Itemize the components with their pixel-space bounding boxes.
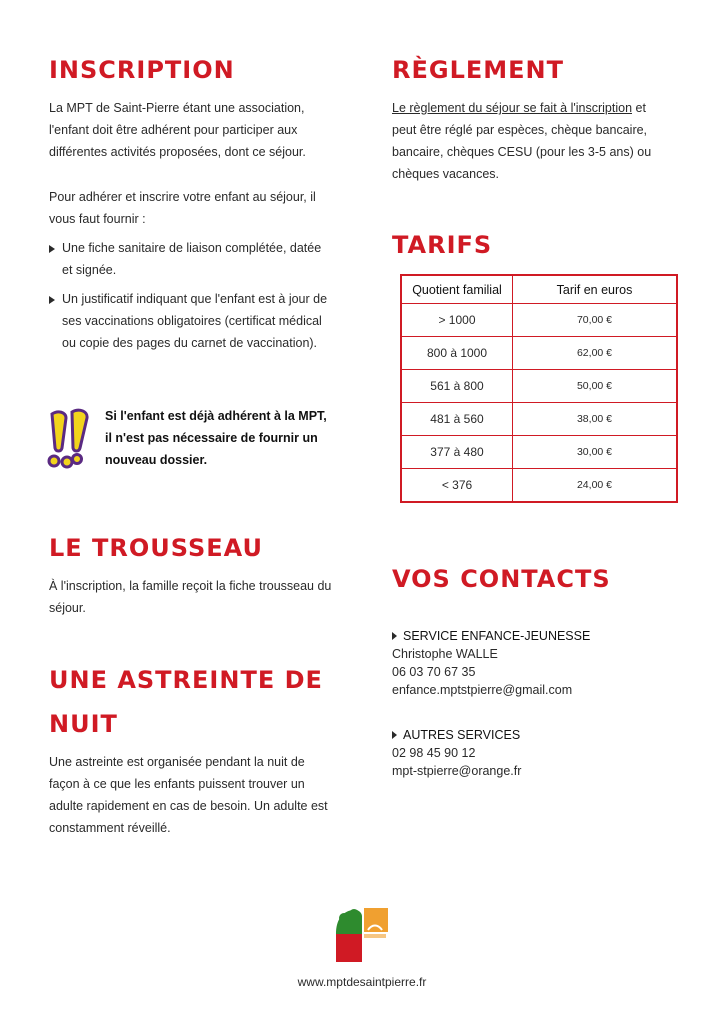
table-row [401,304,677,337]
autres-services-name: AUTRES SERVICES [392,726,682,744]
bullet-icon [392,731,397,739]
inscription-to-join: Pour adhérer et inscrire votre enfant au séjour, il vous faut fournir : [49,190,316,226]
exclamation-icon [44,408,96,470]
table-header-row [401,275,677,304]
mpt-logo-icon [334,906,392,964]
quotient-cell: 481 à 560 [401,403,513,436]
reglement-link[interactable]: Le règlement du séjour se fait à l'inscription [392,101,633,115]
website-url[interactable]: www.mptdesaintpierre.fr [297,975,427,989]
trousseau-text: À l'inscription, la famille reçoit la fiche trousseau du séjour. [49,579,332,615]
service-enfance-phone[interactable]: 06 03 70 67 35 [392,665,476,679]
astreinte-text: Une astreinte est organisée pendant la nuit de façon à ce que les enfants puissent trouver un adulte rapidement en cas de besoin. Un adulte est constamment réveillé. [49,755,328,835]
tarif-cell: 24,00 € [513,469,678,503]
quotient-cell: 800 à 1000 [401,337,513,370]
table-row [401,403,677,436]
list-item: Un justificatif indiquant que l'enfant est à jour de ses vaccinations obligatoires (certificat médical ou copie des pages du carnet de vaccination). [49,288,334,354]
astreinte-title [49,658,339,746]
table-row [401,436,677,469]
tarifs-table [400,274,678,503]
reglement-text: Le règlement du séjour se fait à l'inscription et peut être réglé par espèces, chèque bancaire, bancaire, chèques CESU (pour les 3-5 ans) ou chèques vacances. [392,101,652,181]
quotient-cell: 377 à 480 [401,436,513,469]
header-tarif: Tarif en euros [513,275,678,304]
tarif-cell: 38,00 € [513,403,678,436]
quotient-cell: < 376 [401,469,513,503]
tarif-cell: 62,00 € [513,337,678,370]
service-enfance-email[interactable]: enfance.mptstpierre@gmail.com [392,683,573,697]
inscription-title: INSCRIPTION [49,56,235,84]
list-item: Une fiche sanitaire de liaison complétée, datée et signée. [49,237,334,281]
tarifs-title: TARIFS [392,231,493,259]
quotient-cell: 561 à 800 [401,370,513,403]
contacts-title: VOS CONTACTS [392,565,611,593]
service-enfance-name: SERVICE ENFANCE-JEUNESSE [392,627,682,645]
table-row [401,370,677,403]
bullet-icon [49,245,55,253]
contact-service-enfance [392,627,682,699]
autres-services-email[interactable]: mpt-stpierre@orange.fr [392,764,522,778]
reglement-title: RÈGLEMENT [392,56,564,84]
table-row [401,469,677,503]
already-member-note: Si l'enfant est déjà adhérent à la MPT, il n'est pas nécessaire de fournir un nouveau dossier. [105,409,327,467]
astreinte-title-line1: UNE ASTREINTE DE [49,666,323,694]
table-row [401,337,677,370]
contact-autres-services [392,726,682,780]
autres-services-phone[interactable]: 02 98 45 90 12 [392,746,476,760]
trousseau-title: LE TROUSSEAU [49,534,263,562]
tarif-cell: 50,00 € [513,370,678,403]
service-enfance-person: Christophe WALLE [392,647,498,661]
tarif-cell: 30,00 € [513,436,678,469]
header-quotient: Quotient familial [401,275,513,304]
astreinte-title-line2: NUIT [49,710,118,738]
requirements-list [49,237,334,361]
bullet-icon [49,296,55,304]
tarif-cell: 70,00 € [513,304,678,337]
bullet-icon [392,632,397,640]
inscription-intro: La MPT de Saint-Pierre étant une association, l'enfant doit être adhérent pour participer aux différentes activités proposées, dont ce séjour. [49,101,306,159]
quotient-cell: > 1000 [401,304,513,337]
